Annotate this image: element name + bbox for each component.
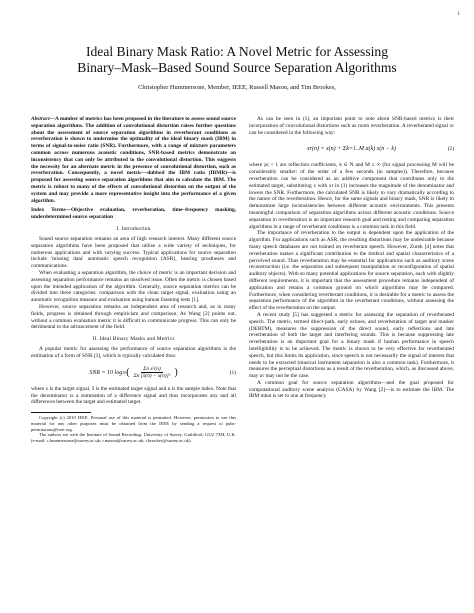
abstract-body: —A number of metrics has been proposed in the literature to assess sound source separation algorithms. The addition of convolutional distortion raises further questions about the assessment of source separation algorithms in reverberant conditions as reverberation is shown to undermine the optimality of the ideal binary mask (IBM) in terms of signal-to-noise ratio (SNR). Furthermore, with a range of mixture parameters common across numerous acoustic conditions, SNR-based metrics demonstrate an inconsistency that can only be attributed to the convolutional distortion. This suggests the necessity for an alternate metric in the presence of convolutional distortion, such as reverberation. Consequently, a novel metric—dubbed the IBM ratio (IBMR)—is proposed for assessing source separation algorithms that aim to calculate the IBM. The metric is robust to many of the effects of convolutional distortion on the output of the system and may provide a more representative insight into the performance of a given algorithm. (31, 116, 236, 204)
footnote-rule (31, 412, 91, 413)
intro-paragraph-1: Sound source separation remains an area of high research interest. Many different source separation algorithms have been proposed that utilise a wide variety of techniques, for numerous applications and with varying success. Typical applications for source separation include 'missing data' automatic speech recognition (ASR), hearing prostheses and communications. (31, 235, 236, 270)
equation-2-body: xr(n) = x(n) + Σk=1..M a(k) x(n − k) (306, 146, 397, 153)
right-paragraph-4: A recent study [5] has suggested a metric for assessing the separation of reverberated speech. The metric, termed direct-path, early echoes, and reverberation of target and masker (DERTM), measures the suppression of the direct sound, early reflections and late reverberation of both the target and interfering sounds. This is because suppressing late reverberation is an important goal for a binary mask if human performance in speech intelligibility is to be achieved. The metric is shown to be very effective for reverberated speech, but this limits its application, since speech is not necessarily the signal of interest that needs to be extracted (musical instrument separation is also a common task). Furthermore, it measures the perceptual distortions as a result of the reverberation, which, as discussed above, may or may not be the case. (249, 311, 454, 380)
title-line-1: Ideal Binary Mask Ratio: A Novel Metric for Assessing (85, 44, 389, 59)
paper-title (18, 44, 456, 76)
equation-1: SNR = 10 log 10 ( $\frac{\text{Σn x²(n)}}{\text{Σn [x̂(n) − x(n)]²}}$ ) (1) (89, 366, 236, 380)
right-paragraph-2: where |a| < 1 are reflection coefficients, k ∈ N and M ≤ ∞ (for signal processing M will be considerably smaller: of the order of a few seconds (in samples)). Therefore, because reverberation can be considered as an additive component that contributes only to the estimated target, substituting x with xr in (1) increases the magnitude of the denominator and lowers the SNR. Furthermore, the calculated SNR is likely to vary dramatically according to the nature of the reverberation. Hence, for the same signals and binary mask, SNR is likely to demonstrate large inconsistencies between different acoustic environments. This presents meaningful comparison of separation algorithms across different acoustic conditions. Source separation in reverberation is an important research goal and testing and comparing separation algorithms in a range of reverberant conditions is a common task in this field. (249, 162, 454, 230)
metrics-paragraph-1: A popular metric for assessing the performance of source separation algorithms is the estimation of a form of SNR [3], which is typically calculated thus: (31, 346, 236, 359)
equation-1-tag: (1) (229, 369, 236, 376)
equation-1-numerator: Σn x²(n) (143, 366, 161, 373)
intro-paragraph-3: However, source separation remains an independent area of research and, as in many fields, progress is obtained through empiricism and comparison. As Wang [2] points out, without a common evaluation metric it is difficult to communicate progress. This can only be detrimental to the advancement of the field. (31, 303, 236, 331)
footnote-copyright: Copyright (c) 2010 IEEE. Personal use of this material is permitted. However, permission to use this material for any other purposes must be obtained from the IEEE by sending a request to pubs-permissions@ieee.org. (31, 415, 236, 432)
equation-1-fraction (132, 366, 173, 379)
equation-1-denominator: Σn [x̂(n) − x(n)]² (133, 373, 171, 380)
right-paragraph-1: As can be seen in (1), an important point to note about SNR-based metrics is their incorporation of convolutional distortions such as room reverberation. A reverberated signal xr can be considered in the following way: (249, 116, 454, 136)
equation-1-log-base: 10 (122, 370, 127, 376)
equation-2-tag: (2) (447, 146, 454, 153)
metrics-paragraph-2: where x is the target signal, x̂ is the estimated target signal and n is the sample index. Note that the denominator is a summation of a difference signal and thus incorporates any and all differences between the target and estimated target. (31, 385, 236, 406)
title-line-2: Binary–Mask–Based Sound Source Separation Algorithms (77, 60, 397, 75)
right-paragraph-5: A common goal for source separation algorithms—and the goal proposed for computational auditory scene analysis (CASA) by Wang [2]—is to estimate the IBM. The IBM mhat is set to one at frequency (249, 379, 454, 400)
author-line: Christopher Hummersone, Member, IEEE, Russell Mason, and Tim Brookes, (138, 84, 336, 91)
section-heading-masks-metrics: II. Ideal Binary Masks and Metrics (92, 336, 175, 343)
right-column (249, 116, 454, 606)
equation-2 (249, 138, 454, 160)
index-terms: Index Terms—Objective evaluation, reverberation, time–frequency masking, underdetermined source separation (31, 207, 236, 221)
section-heading-introduction: I. Introduction (116, 225, 151, 232)
abstract (31, 116, 236, 204)
abstract-lead: Abstract (31, 116, 50, 122)
intro-paragraph-2: When evaluating a separation algorithm, the choice of metric is an important decision and assessing separation performance remains an unsolved issue. Often the metric is chosen based upon the intended application of the algorithm. Generally, source separation metrics can be divided into three categories: comparison with the clean target signal, evaluation using an automatic recognition measure and evaluation using human listening tests [1]. (31, 269, 236, 304)
left-column (31, 116, 236, 606)
footnote-affiliation: The authors are with the Institute of Sound Recording, University of Surrey, Guildford, GU2 7XH, U.K. (e-mail: c.hummersone@surrey.ac.uk; r.mason@surrey.ac.uk; t.brookes@surrey.ac.uk). (31, 432, 236, 444)
right-paragraph-3: The importance of reverberation to the output is dependent upon the application of the algorithm. For applications such as ASR, the resulting distortions may be undesirable because many speech databases are not trained on reverberant speech. However, Zurek [4] notes that reverberation makes a significant contribution to the timbral and spatial characteristics of a perceived sound. Thus reverberation may be essential for applications such as auditory scene reconstruction (i.e. the separation and subsequent manipulation or reconfiguration of spatial auditory objects). With so many potential applications for source separation, each with slightly different requirements, it is important that the assessment procedure remains independent of application and retains a common ground on which algorithms may be compared. Furthermore, when considering reverberant conditions, it is desirable for a metric to assess the separation performance of the algorithm in the reverberant conditions, without assessing the effect of the reverberation on the output. (249, 230, 454, 312)
equation-1-lhs: SNR = 10 log (89, 369, 123, 376)
page-number: 1 (457, 12, 460, 17)
